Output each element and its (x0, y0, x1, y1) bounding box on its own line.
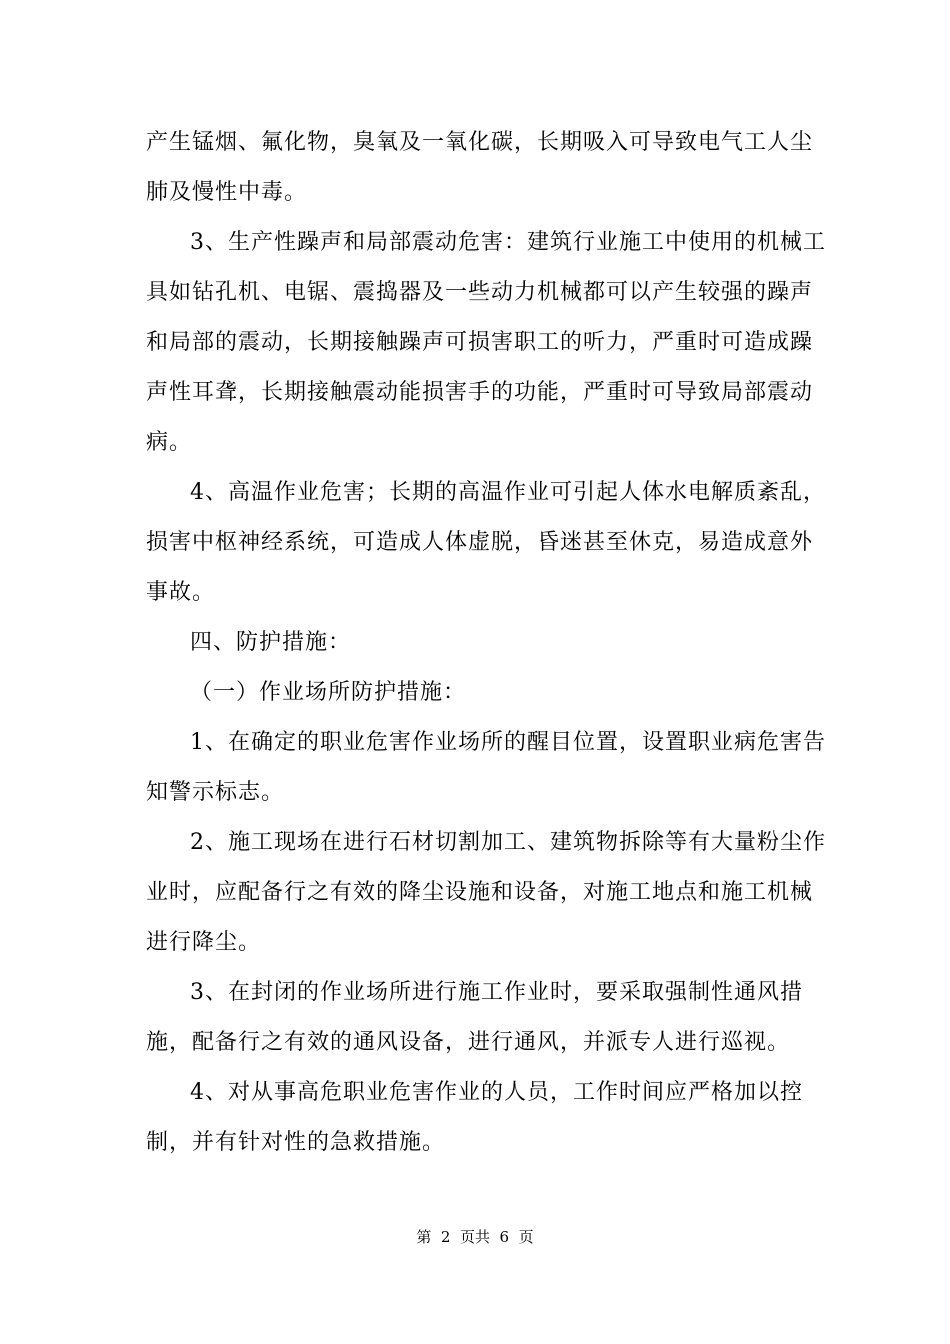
text-line: 2、施工现场在进行石材切割加工、建筑物拆除等有大量粉尘作 (190, 830, 826, 855)
section-heading: 四、防护措施： (190, 630, 352, 655)
text-line: 损害中枢神经系统，可造成人体虚脱，昏迷甚至休克，易造成意外 (146, 530, 814, 555)
text-line: 肺及慢性中毒。 (146, 180, 308, 205)
text-line: 知警示标志。 (146, 780, 285, 805)
text-line: 具如钻孔机、电锯、震捣器及一些动力机械都可以产生较强的躁声 (146, 280, 814, 305)
text-line: 业时，应配备行之有效的降尘设施和设备，对施工地点和施工机械 (146, 880, 814, 905)
text-line: 事故。 (146, 580, 216, 605)
text-line: 3、在封闭的作业场所进行施工作业时，要采取强制性通风措 (190, 980, 803, 1005)
text-line: 1、在确定的职业危害作业场所的醒目位置，设置职业病危害告 (190, 730, 826, 755)
document-body (146, 118, 826, 1168)
text-line: 4、对从事高危职业危害作业的人员，工作时间应严格加以控 (190, 1080, 803, 1105)
text-line: 4、高温作业危害；长期的高温作业可引起人体水电解质紊乱， (190, 480, 826, 505)
subsection-heading: （一）作业场所防护措施： (190, 680, 467, 705)
text-line: 3、生产性躁声和局部震动危害：建筑行业施工中使用的机械工 (190, 230, 826, 255)
page-number-footer: 第 2 页共 6 页 (416, 1228, 534, 1246)
text-line: 进行降尘。 (146, 930, 262, 955)
text-line: 病。 (146, 430, 193, 455)
text-line: 声性耳聋，长期接触震动能损害手的功能，严重时可导致局部震动 (146, 380, 814, 405)
text-line: 产生锰烟、氟化物，臭氧及一氧化碳，长期吸入可导致电气工人尘 (146, 130, 814, 155)
text-line: 施，配备行之有效的通风设备，进行通风，并派专人进行巡视。 (146, 1030, 791, 1055)
text-line: 和局部的震动，长期接触躁声可损害职工的听力，严重时可造成躁 (146, 330, 814, 355)
text-line: 制，并有针对性的急救措施。 (146, 1130, 446, 1155)
